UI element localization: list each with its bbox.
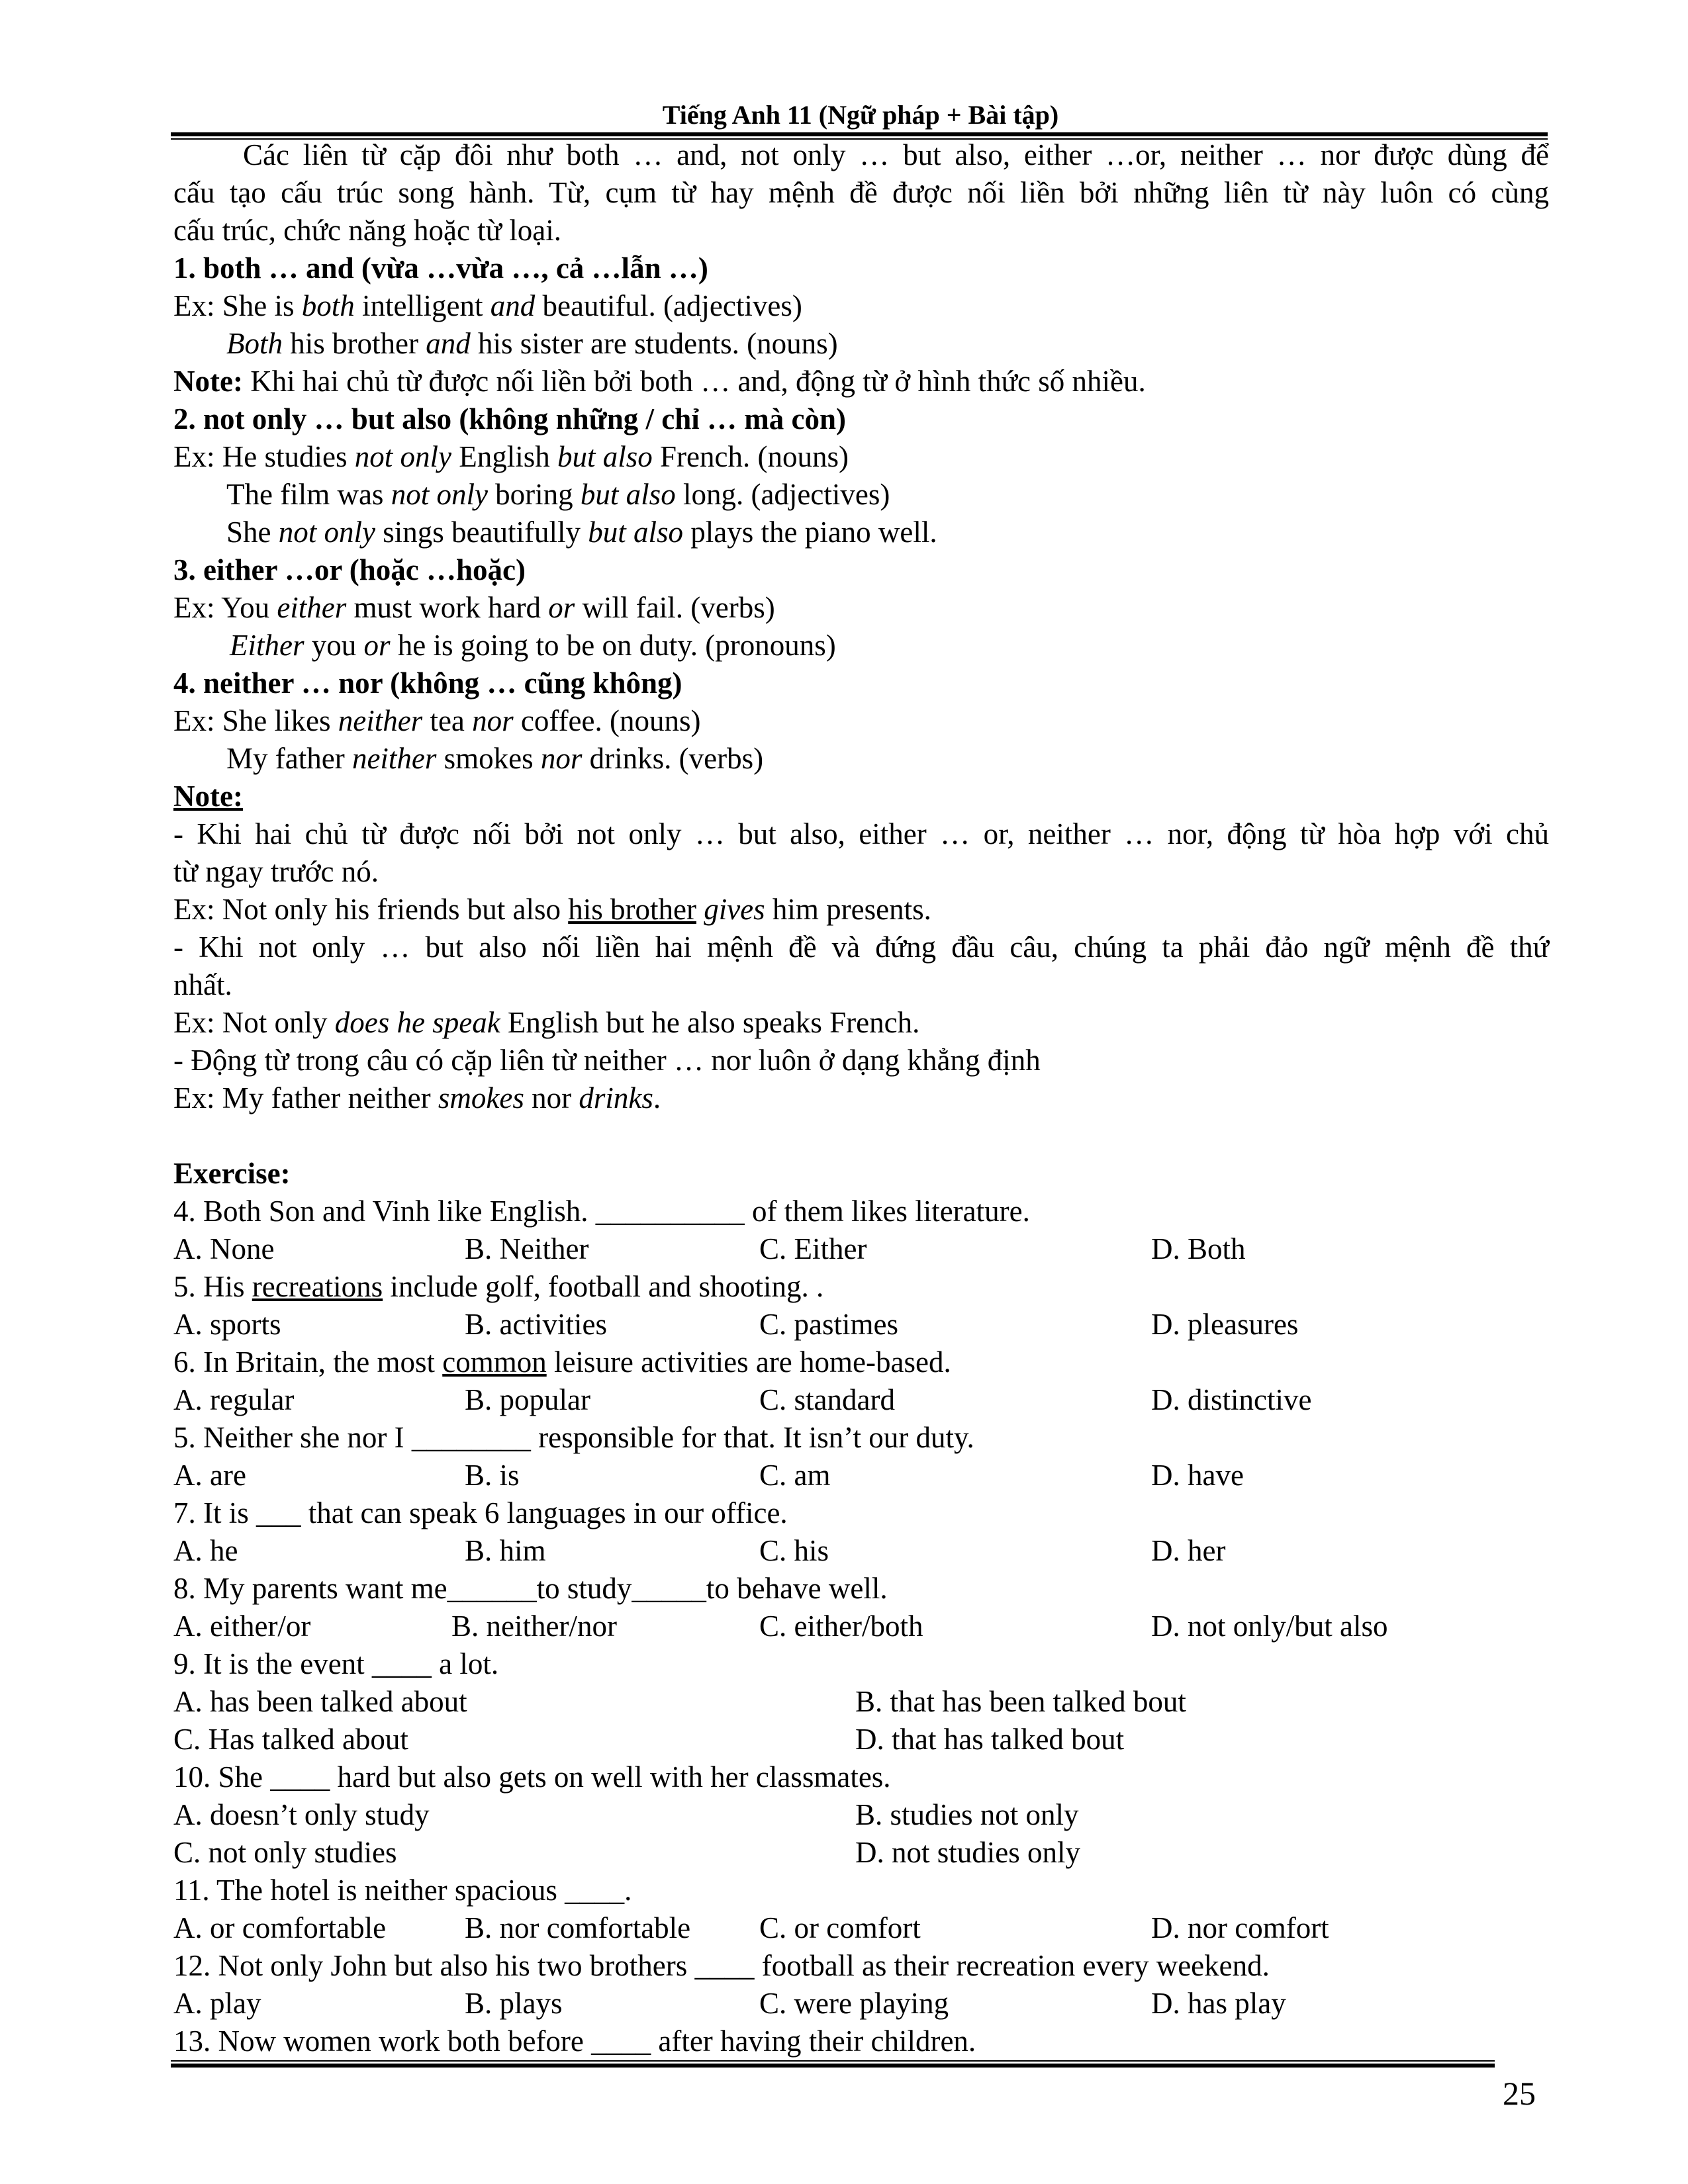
- question-stem-12: 12. Not only John but also his two brothers ____ football as their recreation every weekend.: [173, 1949, 1270, 1982]
- example-text: boring: [487, 478, 581, 511]
- option-b: B. activities: [465, 1308, 607, 1341]
- example-text: nor: [524, 1081, 579, 1115]
- example-italic: smokes: [438, 1081, 524, 1115]
- note-rule-1-cont: từ ngay trước nó.: [173, 855, 379, 888]
- option-a: A. play: [173, 1987, 261, 2020]
- stem-underlined: common: [442, 1345, 547, 1379]
- intro-line-3: cấu trúc, chức năng hoặc từ loại.: [173, 214, 562, 247]
- example-italic: but also: [580, 478, 676, 511]
- option-c: C. Has talked about: [173, 1723, 408, 1756]
- example-line: [173, 589, 1549, 627]
- example-italic: and: [426, 327, 471, 360]
- option-d: D. that has talked bout: [855, 1723, 1125, 1756]
- option-c: C. pastimes: [759, 1308, 898, 1341]
- example-text: Ex: You: [173, 591, 277, 624]
- section-heading-both-and: 1. both … and (vừa …vừa …, cả …lẫn …): [173, 251, 708, 285]
- example-text: [696, 893, 704, 926]
- example-text: coffee. (nouns): [513, 704, 701, 737]
- option-a: A. he: [173, 1534, 238, 1567]
- options-row-8: [173, 1608, 1549, 1645]
- example-line: [173, 740, 1549, 778]
- stem-text: leisure activities are home-based.: [546, 1345, 951, 1379]
- question-stem-5a: [173, 1268, 1549, 1306]
- options-row-9-cd: [173, 1721, 1549, 1758]
- example-text: French. (nouns): [652, 440, 849, 473]
- note-text: Khi hai chủ từ được nối liền bởi both … and, động từ ở hình thức số nhiều.: [242, 365, 1146, 398]
- example-text: plays the piano well.: [682, 516, 937, 549]
- example-italic: but also: [588, 516, 683, 549]
- options-row-11: [173, 1909, 1549, 1947]
- example-text: sings beautifully: [375, 516, 588, 549]
- example-text: English but he also speaks French.: [500, 1006, 920, 1039]
- example-text: English: [451, 440, 557, 473]
- stem-underlined: recreations: [252, 1270, 383, 1303]
- example-italic: or: [548, 591, 575, 624]
- options-row-10-ab: [173, 1796, 1549, 1834]
- example-line: [173, 891, 1549, 929]
- notes-label-text: Note:: [173, 780, 243, 813]
- example-italic: does he speak: [334, 1006, 500, 1039]
- example-italic: and: [490, 289, 536, 322]
- question-stem-10: 10. She ____ hard but also gets on well with her classmates.: [173, 1760, 891, 1794]
- page-header-title: Tiếng Anh 11 (Ngữ pháp + Bài tập): [662, 100, 1059, 130]
- example-text: Ex: Not only his friends but also: [173, 893, 569, 926]
- spacer: [173, 1117, 1549, 1155]
- example-text: long. (adjectives): [675, 478, 890, 511]
- stem-text: 6. In Britain, the most: [173, 1345, 443, 1379]
- note-rule-3: - Động từ trong câu có cặp liên từ neither … nor luôn ở dạng khẳng định: [173, 1044, 1041, 1077]
- note-rule-1: - Khi hai chủ từ được nối bởi not only … but also, either … or, neither … nor, động từ hòa hợp với chủ: [173, 817, 1549, 850]
- section-heading-not-only: 2. not only … but also (không những / chỉ … mà còn): [173, 402, 846, 435]
- option-a: A. has been talked about: [173, 1685, 467, 1718]
- example-line: [173, 627, 1549, 664]
- options-row-10-cd: [173, 1834, 1549, 1872]
- option-b: B. neither/nor: [451, 1610, 617, 1643]
- option-d: D. her: [1151, 1534, 1226, 1567]
- example-underlined: his brother: [568, 893, 696, 926]
- options-row-4: [173, 1230, 1549, 1268]
- option-a: A. or comfortable: [173, 1911, 387, 1944]
- option-b: B. is: [465, 1459, 520, 1492]
- example-italic: both: [301, 289, 355, 322]
- option-d: D. pleasures: [1151, 1308, 1299, 1341]
- note-rule-2-cont: nhất.: [173, 968, 232, 1001]
- option-d: D. distinctive: [1151, 1383, 1312, 1416]
- example-text: tea: [422, 704, 473, 737]
- example-italic: not only: [278, 516, 375, 549]
- example-text: drinks. (verbs): [582, 742, 764, 775]
- option-b: B. that has been talked bout: [855, 1685, 1186, 1718]
- example-line: [173, 514, 1549, 551]
- example-text: will fail. (verbs): [575, 591, 775, 624]
- example-italic: nor: [472, 704, 514, 737]
- option-a: A. either/or: [173, 1610, 311, 1643]
- option-d: D. have: [1151, 1459, 1244, 1492]
- option-a: A. None: [173, 1232, 275, 1265]
- option-c: C. either/both: [759, 1610, 923, 1643]
- intro-line-1: Các liên từ cặp đôi như both … and, not only … but also, either …or, neither … nor được dùng để: [243, 138, 1549, 171]
- example-line: [173, 476, 1549, 514]
- option-c: C. not only studies: [173, 1836, 397, 1869]
- example-italic: but also: [557, 440, 653, 473]
- option-b: B. plays: [465, 1987, 563, 2020]
- example-line: [173, 702, 1549, 740]
- example-italic: Both: [226, 327, 283, 360]
- option-d: D. nor comfort: [1151, 1911, 1329, 1944]
- question-stem-4: 4. Both Son and Vinh like English. __________ of them likes literature.: [173, 1195, 1030, 1228]
- example-italic: neither: [338, 704, 423, 737]
- example-text: he is going to be on duty. (pronouns): [390, 629, 836, 662]
- section-heading-either-or: 3. either …or (hoặc …hoặc): [173, 553, 526, 586]
- intro-line-2: cấu tạo cấu trúc song hành. Từ, cụm từ hay mệnh đề được nối liền bởi những liên từ này luôn có cùng: [173, 176, 1549, 209]
- page-number: 25: [1503, 2075, 1536, 2112]
- example-text: you: [304, 629, 364, 662]
- example-text: beautiful. (adjectives): [535, 289, 802, 322]
- example-italic: gives: [704, 893, 765, 926]
- question-stem-13: 13. Now women work both before ____ after having their children.: [173, 2025, 976, 2058]
- option-c: C. or comfort: [759, 1911, 921, 1944]
- option-a: A. doesn’t only study: [173, 1798, 430, 1831]
- options-row-6: [173, 1381, 1549, 1419]
- example-text: intelligent: [354, 289, 491, 322]
- option-d: D. has play: [1151, 1987, 1286, 2020]
- question-stem-11: 11. The hotel is neither spacious ____.: [173, 1874, 632, 1907]
- question-stem-5b: 5. Neither she nor I ________ responsible for that. It isn’t our duty.: [173, 1421, 974, 1454]
- example-italic: either: [277, 591, 347, 624]
- option-c: C. were playing: [759, 1987, 949, 2020]
- question-stem-8: 8. My parents want me______to study_____to behave well.: [173, 1572, 888, 1605]
- option-b: B. popular: [465, 1383, 590, 1416]
- option-d: D. not only/but also: [1151, 1610, 1388, 1643]
- example-italic: nor: [540, 742, 583, 775]
- options-row-7: [173, 1532, 1549, 1570]
- exercise-title: Exercise:: [173, 1157, 291, 1190]
- option-c: C. his: [759, 1534, 829, 1567]
- example-italic: not only: [391, 478, 488, 511]
- footer-rule: [171, 2060, 1495, 2068]
- option-a: A. are: [173, 1459, 246, 1492]
- example-italic: drinks: [579, 1081, 653, 1115]
- example-line: [173, 1004, 1549, 1042]
- example-italic: Either: [230, 629, 305, 662]
- option-c: C. am: [759, 1459, 831, 1492]
- example-text: smokes: [436, 742, 541, 775]
- example-italic: or: [363, 629, 391, 662]
- option-a: A. regular: [173, 1383, 295, 1416]
- note-rule-2: - Khi not only … but also nối liền hai mệnh đề và đứng đầu câu, chúng ta phải đảo ngữ mệnh đề thứ: [173, 931, 1549, 964]
- note-line: [173, 363, 1549, 400]
- example-italic: not only: [354, 440, 451, 473]
- example-text: Ex: My father neither: [173, 1081, 438, 1115]
- option-b: B. studies not only: [855, 1798, 1079, 1831]
- example-line: [173, 287, 1549, 325]
- option-d: D. Both: [1151, 1232, 1246, 1265]
- stem-text: 5. His: [173, 1270, 252, 1303]
- example-line: [173, 438, 1549, 476]
- example-text: Ex: He studies: [173, 440, 355, 473]
- example-line: [173, 1079, 1549, 1117]
- option-b: B. nor comfortable: [465, 1911, 691, 1944]
- option-c: C. standard: [759, 1383, 895, 1416]
- example-text: She: [226, 516, 279, 549]
- options-row-5b: [173, 1457, 1549, 1494]
- example-text: him presents.: [765, 893, 931, 926]
- option-b: B. him: [465, 1534, 546, 1567]
- question-stem-7: 7. It is ___ that can speak 6 languages in our office.: [173, 1496, 788, 1529]
- example-text: .: [653, 1081, 661, 1115]
- example-text: Ex: Not only: [173, 1006, 335, 1039]
- example-text: his brother: [283, 327, 426, 360]
- example-text: The film was: [226, 478, 391, 511]
- question-stem-6: [173, 1343, 1549, 1381]
- stem-text: include golf, football and shooting. .: [383, 1270, 824, 1303]
- section-heading-neither-nor: 4. neither … nor (không … cũng không): [173, 666, 682, 700]
- options-row-9-ab: [173, 1683, 1549, 1721]
- option-d: D. not studies only: [855, 1836, 1081, 1869]
- example-text: must work hard: [346, 591, 549, 624]
- options-row-5a: [173, 1306, 1549, 1343]
- option-b: B. Neither: [465, 1232, 589, 1265]
- document-body: [173, 136, 1549, 2060]
- option-c: C. Either: [759, 1232, 867, 1265]
- options-row-12: [173, 1985, 1549, 2023]
- question-stem-9: 9. It is the event ____ a lot.: [173, 1647, 499, 1680]
- note-label: Note:: [173, 365, 243, 398]
- example-line: [173, 325, 1549, 363]
- example-text: Ex: She is: [173, 289, 302, 322]
- option-a: A. sports: [173, 1308, 281, 1341]
- example-text: My father: [226, 742, 352, 775]
- notes-label: [173, 778, 1549, 815]
- example-text: Ex: She likes: [173, 704, 338, 737]
- example-italic: neither: [352, 742, 437, 775]
- example-text: his sister are students. (nouns): [470, 327, 838, 360]
